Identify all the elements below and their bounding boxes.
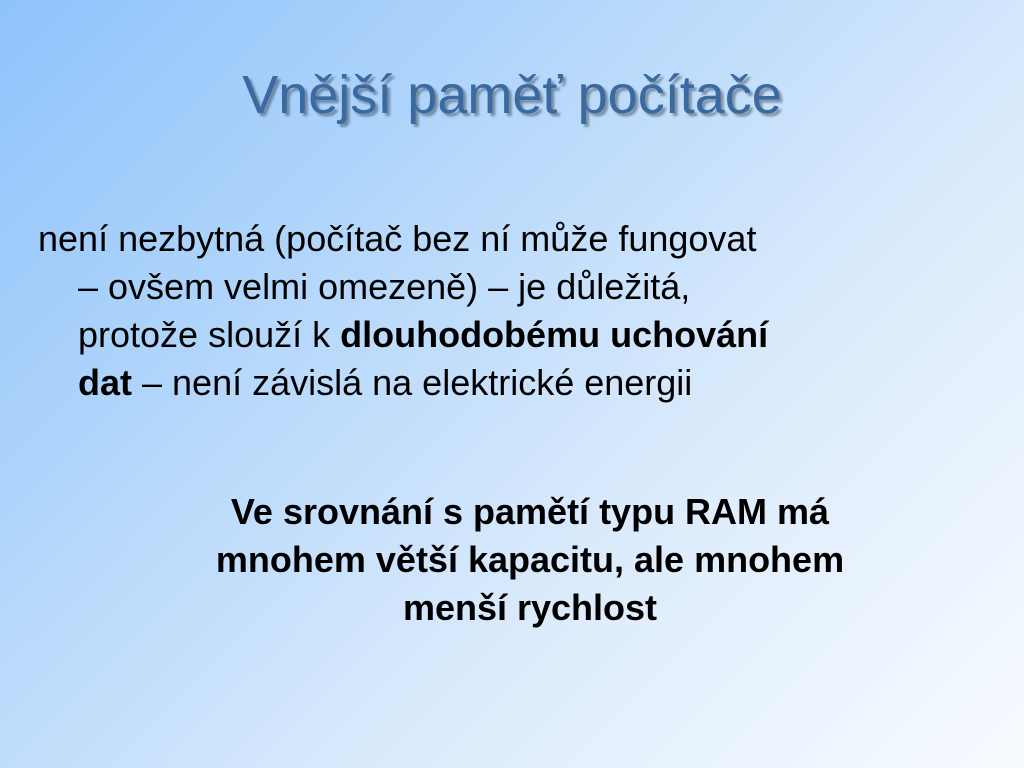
paragraph-main-emphasis: dlouhodobému uchování [340,314,769,355]
paragraph-main-line-4-text: – není závislá na elektrické energii [132,362,693,403]
paragraph-main-line-4 [38,359,968,407]
paragraph-comparison-line-1: Ve srovnání s pamětí typu RAM má [230,491,830,532]
slide-title: Vnější paměť počítače [242,65,782,125]
paragraph-main-line-1: není nezbytná (počítač bez ní může fungovat [38,218,757,259]
paragraph-comparison-line-3: menší rychlost [402,587,658,628]
paragraph-comparison [120,488,940,632]
paragraph-comparison-line-2: mnohem větší kapacitu, ale mnohem [215,539,845,580]
paragraph-main-line-2: – ovšem velmi omezeně) – je důležitá, [78,266,691,307]
paragraph-main-line-3 [38,311,968,359]
paragraph-main-emphasis-end: dat [78,362,132,403]
paragraph-main [38,215,968,407]
paragraph-main-line-3-text: protože slouží k [78,314,341,355]
